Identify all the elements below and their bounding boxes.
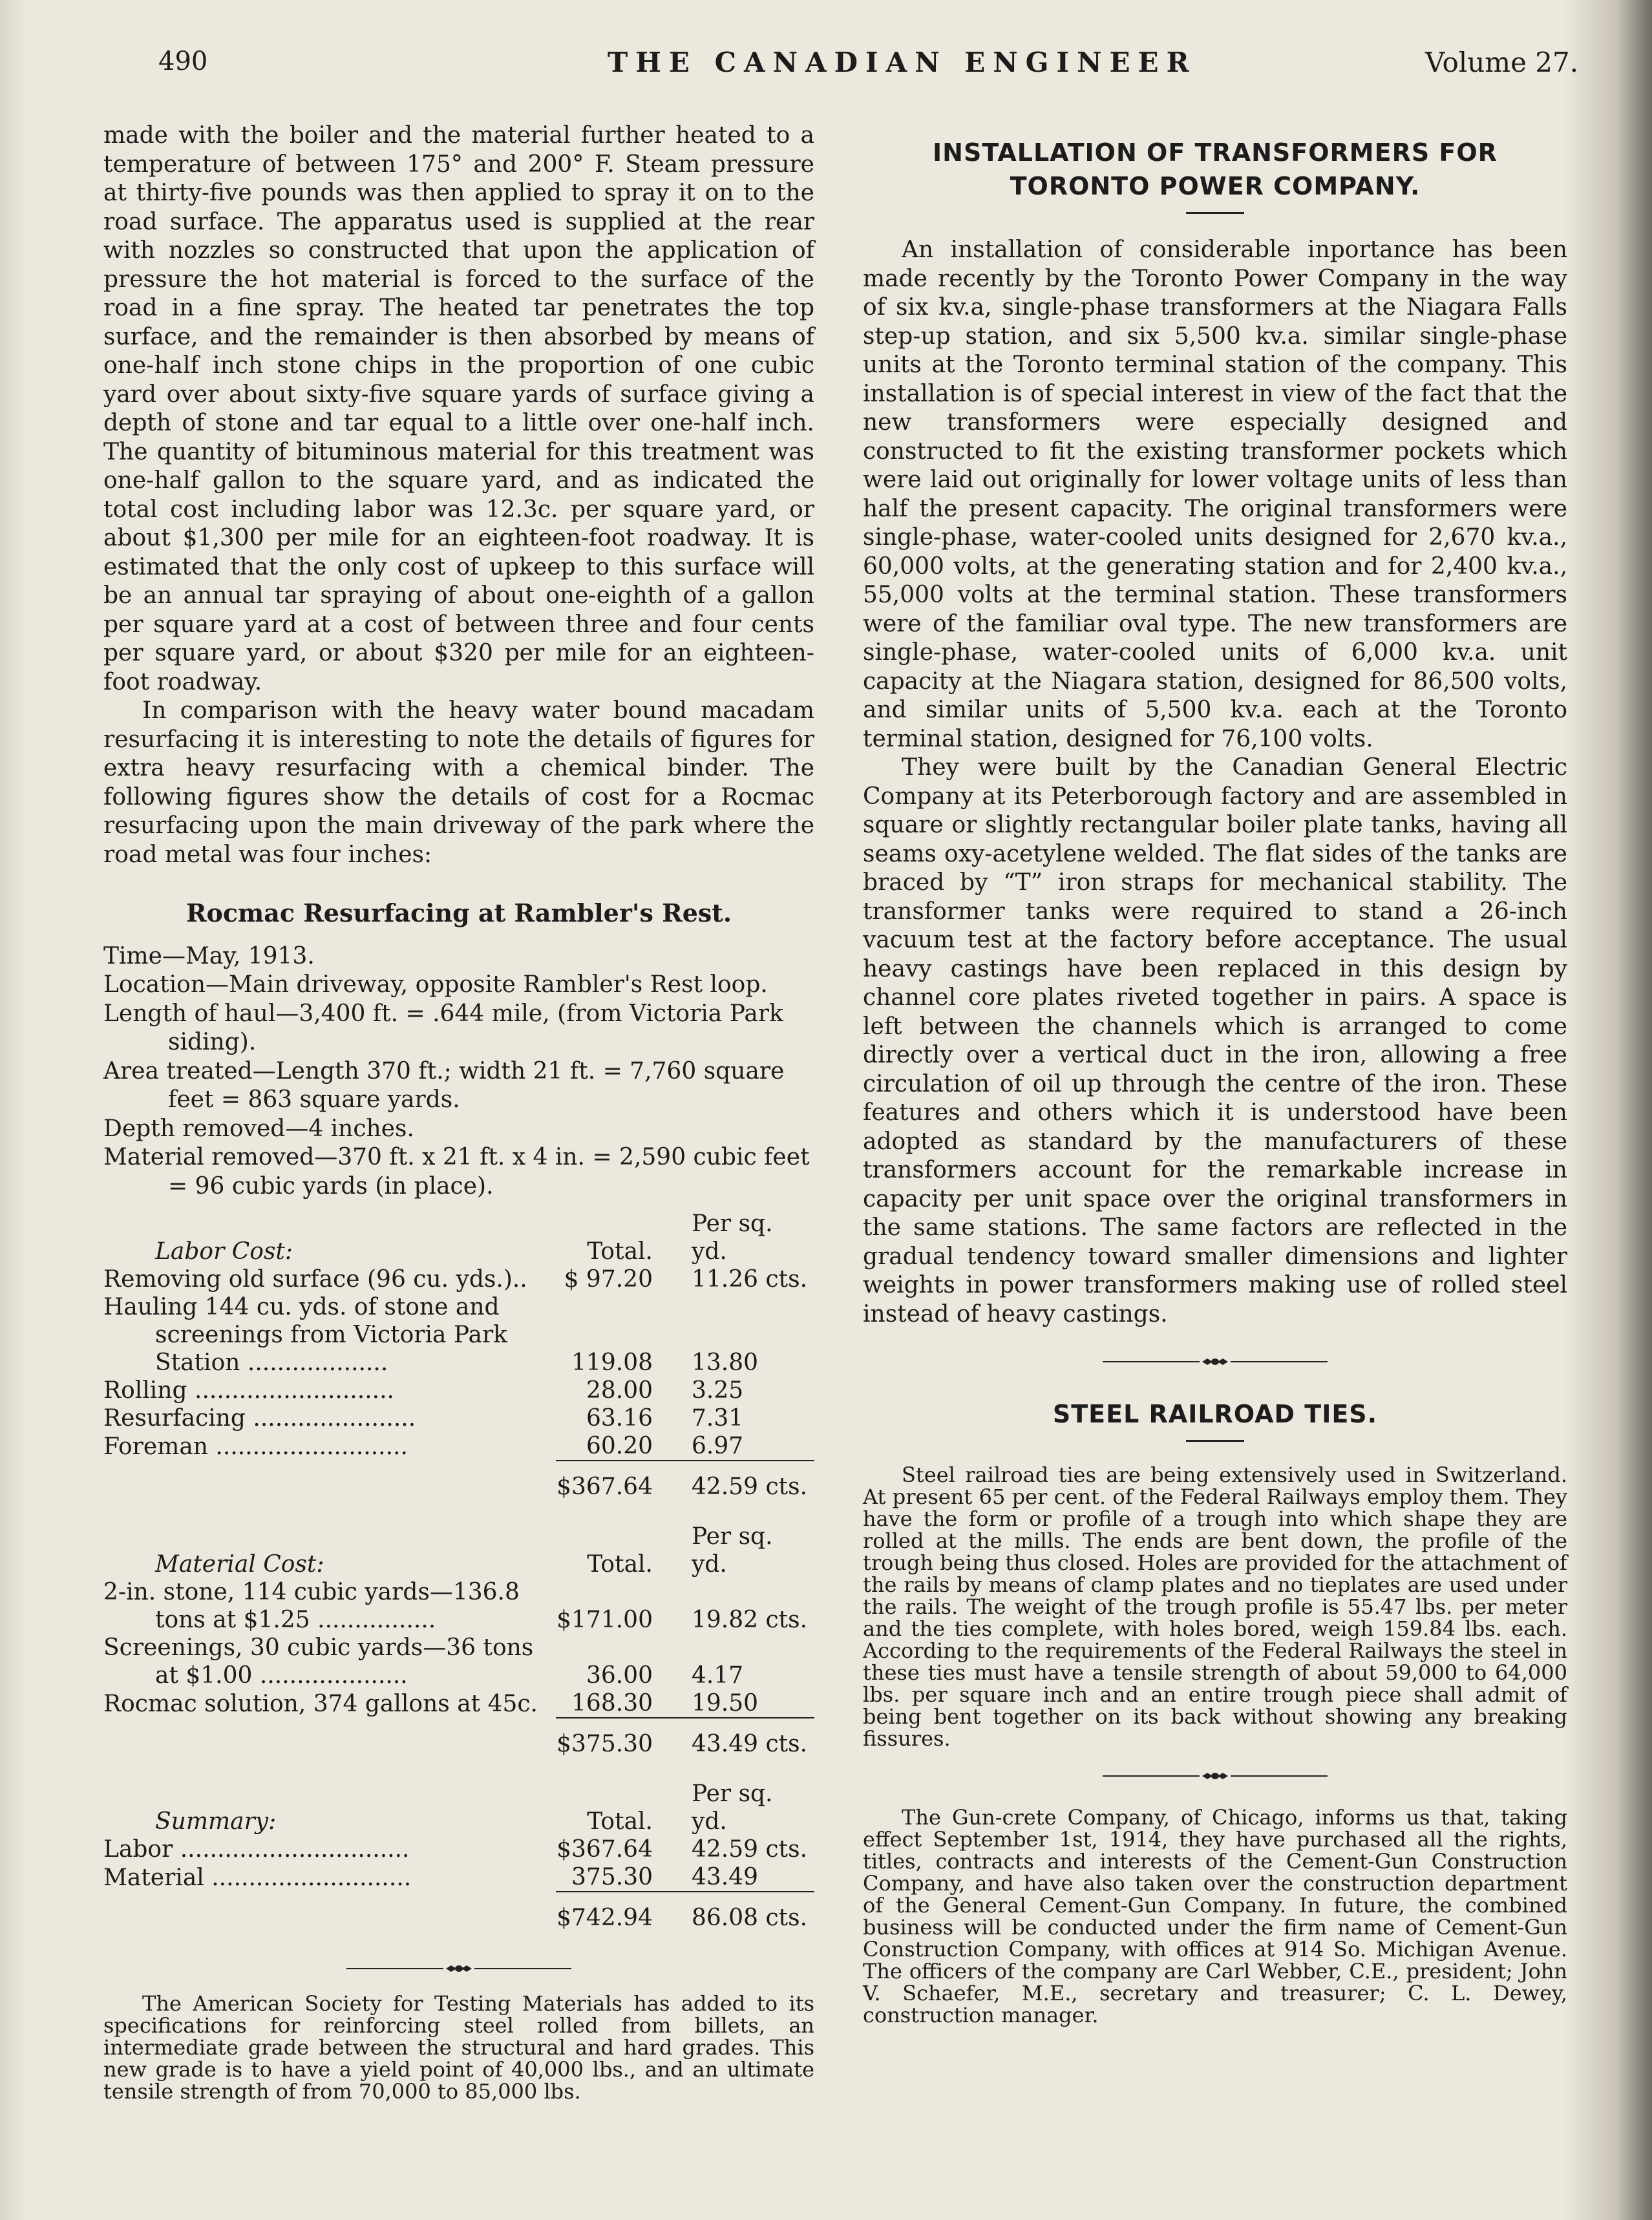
table-row: Removing old surface (96 cu. yds.).. $ 97.20 11.26 cts.	[103, 1266, 808, 1293]
table-row: Screenings, 30 cubic yards—36 tons	[103, 1634, 534, 1661]
section-ornament	[103, 1964, 814, 1973]
rocmac-facts	[103, 942, 814, 1201]
table-row: screenings from Victoria Park	[155, 1322, 507, 1348]
table-row: 2-in. stone, 114 cubic yards—136.8	[103, 1579, 520, 1605]
col-per-header: Per sq. yd.	[692, 1210, 773, 1265]
labor-total-row: $367.64 42.59 cts.	[103, 1461, 814, 1514]
fact-material: Material removed—370 ft. x 21 ft. x 4 in. = 2,590 cubic feet = 96 cubic yards (in place).	[103, 1144, 810, 1200]
journal-title: THE CANADIAN ENGINEER	[608, 47, 1197, 78]
material-heading: Material Cost:	[155, 1551, 324, 1578]
summary-heading: Summary:	[155, 1808, 277, 1835]
fact-area: Area treated—Length 370 ft.; width 21 ft. = 7,760 square feet = 863 square yards.	[103, 1057, 785, 1113]
transformers-title-line1: INSTALLATION OF TRANSFORMERS FOR	[933, 138, 1498, 167]
labor-heading: Labor Cost:	[155, 1238, 293, 1265]
volume-label: Volume 27.	[1425, 47, 1579, 78]
steel-ties-paragraph: Steel railroad ties are being extensively used in Switzerland. At present 65 per cent. of the Federal Railways employ them. They have the form or profile of a trough into which shape they are rolled at the mills. The ends are bent down, the profile of the trough being thus closed. Holes are provided for the attachment of the rails by means of clamp plates and no tieplates are used under the rails. The weight of the trough profile is 55.47 lbs. per meter and the ties complete, with holes bored, weigh 159.84 lbs. each. According to the requirements of the Federal Railways the steel in these ties must have a tensile strength of about 59,000 to 64,000 lbs. per square inch and an entire trough piece shall admit of being bent together on its back without showing any breaking fissures.	[863, 1463, 1567, 1751]
table-row: Rocmac solution, 374 gallons at 45c. 168.30 19.50	[103, 1690, 759, 1717]
table-row: Material ........................... 375.30 43.49	[103, 1864, 759, 1891]
guncrete-paragraph: The Gun-crete Company, of Chicago, informs us that, taking effect September 1st, 1914, they have purchased all the rights, titles, contracts and interests of the Cement-Gun Construction Company, and have also taken over the construction department of the General Cement-Gun Company. In future, the combined business will be conducted under the firm name of Cement-Gun Construction Company, with offices at 914 So. Michigan Avenue. The officers of the company are Carl Webber, C.E., president; John V. Schaefer, M.E., secretary and treasurer; C. L. Dewey, construction manager.	[863, 1805, 1567, 2027]
left-column	[103, 122, 814, 2102]
labor-cost-table: Labor Cost: Total. Per sq. yd. Removing old surface (96 cu. yds.).. $ 97.20 11.26 cts. Hauling 144 cu. yds. of stone and screenings from Victoria Park Station ................... 119.08 13.80 Rolling ........................... 28.00 3.25 Resurfacing ...................... 63.16 7.31 Foreman .......................... 60.20 6.97 $367.64 42.59 cts. Material Cost: Total. Per sq. yd. 2-in. stone, 114 cubic yards—136.8 tons at $1.25 ................ $171.00 19.82 cts. Screenings, 30 cubic yards—36 tons at $1.00 .................... 36.00 4.17 Rocmac solution, 374 gallons at 45c. 168.30 19.50 $375.30 43.49 cts. Summary: Total. Per sq. yd. Labor ............................... $367.64 42.59 cts. Material ........................... 375.30 43.49 $742.94 86.08 cts.	[103, 1201, 814, 1945]
fact-time: Time—May, 1913.	[103, 942, 315, 969]
paragraph-comparison: In comparison with the heavy water bound macadam resurfacing it is interesting to note the details of figures for extra heavy resurfacing with a chemical binder. The following figures show the details of cost for a Rocmac resurfacing upon the main driveway of the park where the road metal was four inches:	[103, 697, 814, 868]
material-total-row: $375.30 43.49 cts.	[103, 1718, 814, 1771]
summary-total-row: $742.94 86.08 cts.	[103, 1892, 814, 1945]
title-rule	[1186, 212, 1244, 214]
steel-ties-title: STEEL RAILROAD TIES.	[1052, 1400, 1378, 1428]
rocmac-subheading: Rocmac Resurfacing at Rambler's Rest.	[185, 898, 732, 927]
right-column	[863, 136, 1567, 2026]
table-row: Station ................... 119.08 13.80	[155, 1349, 759, 1376]
table-row: tons at $1.25 ................ $171.00 19.82 cts.	[155, 1607, 808, 1633]
table-row: Rolling ........................... 28.00 3.25	[103, 1377, 744, 1404]
table-row: Resurfacing ...................... 63.16 7.31	[103, 1405, 744, 1432]
table-row: Hauling 144 cu. yds. of stone and	[103, 1294, 500, 1320]
fact-length: Length of haul—3,400 ft. = .644 mile, (from Victoria Park siding).	[103, 1000, 783, 1055]
col-total-header: Total.	[587, 1238, 653, 1265]
astm-note: The American Society for Testing Materials has added to its specifications for reinforcing steel rolled from billets, an intermediate grade between the structural and hard grades. This new grade is to have a yield point of 40,000 lbs., and an ultimate tensile strength of from 70,000 to 85,000 lbs.	[103, 1991, 814, 2104]
section-ornament	[863, 1771, 1567, 1781]
title-rule	[1186, 1440, 1244, 1442]
table-row: Foreman .......................... 60.20 6.97	[103, 1433, 744, 1460]
transformers-title-line2: TORONTO POWER COMPANY.	[1010, 172, 1421, 200]
table-row: Labor ............................... $367.64 42.59 cts.	[103, 1836, 808, 1863]
transformers-paragraph-2: They were built by the Canadian General Electric Company at its Peterborough factory and are assembled in square or slightly rectangular boiler plate tanks, having all seams oxy-acetylene welded. The flat sides of the tanks are braced by “T” iron straps for mechanical stability. The transformer tanks were required to stand a 26-inch vacuum test at the factory before acceptance. The usual heavy castings have been replaced in this design by channel core plates riveted together in pairs. A space is left between the channels which is arranged to come directly over a vertical duct in the iron, allowing a free circulation of oil up through the centre of the iron. These features and others which it is understood have been adopted as standard by the manufacturers of these transformers account for the remarkable increase in capacity per unit space over the original transformers in the same stations. The same factors are reflected in the gradual tendency toward smaller dimensions and lighter weights in power transformers making use of rolled steel instead of heavy castings.	[863, 754, 1567, 1327]
fact-location: Location—Main driveway, opposite Rambler's Rest loop.	[103, 971, 768, 998]
fact-depth: Depth removed—4 inches.	[103, 1115, 414, 1142]
transformers-paragraph-1: An installation of considerable inportance has been made recently by the Toronto Power Company in the way of six kv.a, single-phase transformers at the Niagara Falls step-up station, and six 5,500 kv.a. similar single-phase units at the Toronto terminal station of the company. This installation is of special interest in view of the fact that the new transformers were especially designed and constructed to fit the existing transformer pockets which were laid out originally for lower voltage units of less than half the present capacity. The original transformers were single-phase, water-cooled units designed for 2,670 kv.a., 60,000 volts, at the generating station and for 2,400 kv.a., 55,000 volts at the terminal station. These transformers were of the familiar oval type. The new transformers are single-phase, water-cooled units of 6,000 kv.a. unit capacity at the Niagara station, designed for 86,500 volts, and similar units of 5,500 kv.a. each at the Toronto terminal station, designed for 76,100 volts.	[863, 237, 1567, 752]
table-row: at $1.00 .................... 36.00 4.17	[155, 1662, 744, 1689]
page-number: 490	[158, 47, 208, 76]
section-ornament	[863, 1357, 1567, 1366]
paragraph-continued: made with the boiler and the material further heated to a temperature of between 175° and 200° F. Steam pressure at thirty-five pounds was then applied to spray it on to the road surface. The apparatus used is supplied at the rear with nozzles so constructed that upon the application of pressure the hot material is forced to the surface of the road in a fine spray. The heated tar penetrates the top surface, and the remainder is then absorbed by means of one-half inch stone chips in the proportion of one cubic yard over about sixty-five square yards of surface giving a depth of stone and tar equal to a little over one-half inch. The quantity of bituminous material for this treatment was one-half gallon to the square yard, and as indicated the total cost including labor was 12.3c. per square yard, or about $1,300 per mile for an eighteen-foot roadway. It is estimated that the only cost of upkeep to this surface will be an annual tar spraying of about one-eighth of a gallon per square yard at a cost of between three and four cents per square yard, or about $320 per mile for an eighteen-foot roadway.	[103, 122, 814, 695]
